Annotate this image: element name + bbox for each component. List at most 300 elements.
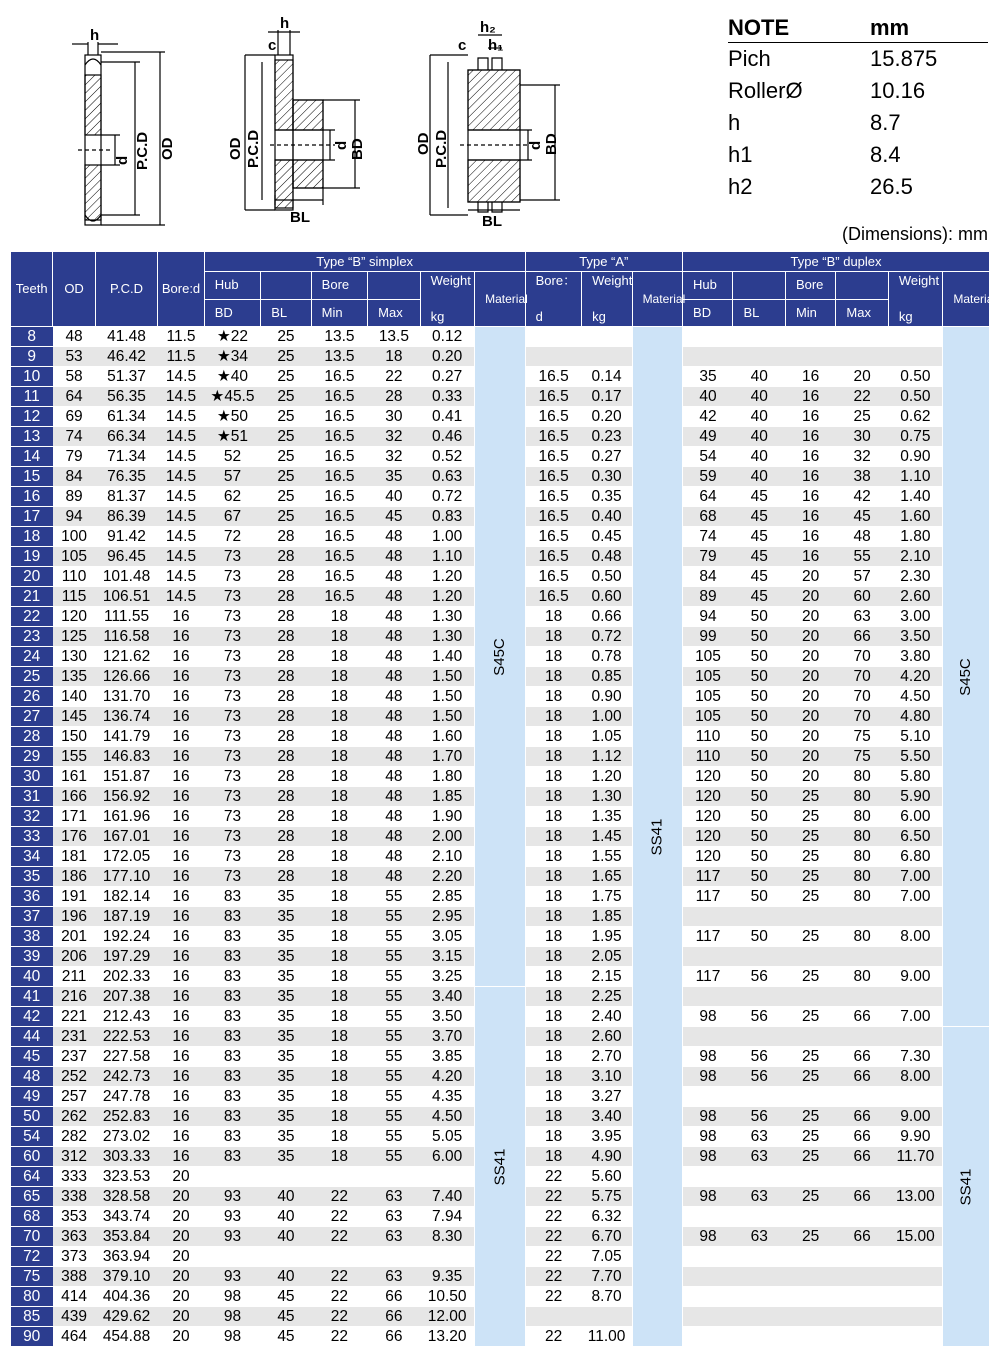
- table-cell: 28: [261, 687, 311, 707]
- table-cell: 73: [204, 627, 261, 647]
- table-cell: 16: [158, 667, 204, 687]
- table-cell: 0.66: [582, 607, 632, 627]
- table-cell: 20: [785, 587, 835, 607]
- table-cell: 373: [53, 1247, 95, 1267]
- table-cell: 0.35: [582, 487, 632, 507]
- table-cell: 73: [204, 727, 261, 747]
- table-cell: [785, 1247, 835, 1267]
- table-cell: 0.40: [582, 507, 632, 527]
- table-cell: 18: [525, 1127, 582, 1147]
- table-cell: [733, 1327, 785, 1347]
- table-cell: 83: [204, 987, 261, 1007]
- table-cell: 25: [785, 867, 835, 887]
- table-cell: 16.5: [311, 407, 368, 427]
- table-cell: 105: [53, 547, 95, 567]
- teeth-cell: 90: [11, 1327, 53, 1347]
- table-cell: 80: [836, 807, 888, 827]
- table-cell: 196: [53, 907, 95, 927]
- teeth-cell: 44: [11, 1027, 53, 1047]
- table-cell: [683, 1307, 733, 1327]
- table-cell: 76.35: [95, 467, 158, 487]
- table-cell: [683, 1087, 733, 1107]
- table-cell: 1.75: [582, 887, 632, 907]
- table-cell: 25: [261, 407, 311, 427]
- table-cell: 14.5: [158, 467, 204, 487]
- table-cell: 14.5: [158, 367, 204, 387]
- table-cell: 98: [683, 1147, 733, 1167]
- table-cell: 55: [368, 1047, 420, 1067]
- table-cell: 66: [836, 1107, 888, 1127]
- table-cell: 303.33: [95, 1147, 158, 1167]
- teeth-cell: 32: [11, 807, 53, 827]
- teeth-cell: 9: [11, 347, 53, 367]
- teeth-cell: 8: [11, 327, 53, 347]
- label-c: c: [268, 37, 277, 54]
- material-type-a: SS41: [632, 327, 682, 1347]
- table-cell: 56: [733, 1107, 785, 1127]
- table-cell: 55: [368, 1027, 420, 1047]
- table-cell: [888, 987, 942, 1007]
- table-cell: 45: [368, 507, 420, 527]
- table-cell: 63: [733, 1187, 785, 1207]
- table-cell: 20: [785, 667, 835, 687]
- table-cell: 1.85: [582, 907, 632, 927]
- table-cell: 2.30: [888, 567, 942, 587]
- table-cell: 22: [525, 1287, 582, 1307]
- table-cell: 73: [204, 867, 261, 887]
- table-cell: 120: [683, 807, 733, 827]
- teeth-cell: 16: [11, 487, 53, 507]
- table-cell: 20: [785, 567, 835, 587]
- table-cell: 73: [204, 607, 261, 627]
- teeth-cell: 22: [11, 607, 53, 627]
- table-cell: 231: [53, 1027, 95, 1047]
- header-weight-duplex: Weight kg: [888, 272, 942, 327]
- table-cell: [733, 1287, 785, 1307]
- label-h-2: h: [280, 15, 290, 32]
- table-cell: 22: [311, 1267, 368, 1287]
- table-cell: 181: [53, 847, 95, 867]
- teeth-cell: 31: [11, 787, 53, 807]
- table-cell: 3.15: [420, 947, 474, 967]
- table-cell: 7.70: [582, 1267, 632, 1287]
- table-cell: 55: [368, 907, 420, 927]
- table-cell: 11.70: [888, 1147, 942, 1167]
- table-cell: 16.5: [311, 447, 368, 467]
- table-cell: [733, 347, 785, 367]
- table-cell: 3.25: [420, 967, 474, 987]
- table-cell: 30: [368, 407, 420, 427]
- table-cell: 20: [785, 687, 835, 707]
- header-type-b-duplex: Type “B” duplex: [683, 252, 990, 272]
- table-cell: 16: [158, 707, 204, 727]
- table-cell: 35: [683, 367, 733, 387]
- table-cell: 40: [733, 367, 785, 387]
- table-cell: 247.78: [95, 1087, 158, 1107]
- table-cell: 16: [158, 1067, 204, 1087]
- table-cell: 3.40: [582, 1107, 632, 1127]
- table-cell: 0.78: [582, 647, 632, 667]
- table-cell: 35: [261, 1007, 311, 1027]
- table-cell: 1.50: [420, 667, 474, 687]
- table-cell: [683, 1207, 733, 1227]
- table-cell: 64: [53, 387, 95, 407]
- table-cell: 333: [53, 1167, 95, 1187]
- table-cell: 20: [785, 647, 835, 667]
- table-cell: 22: [311, 1327, 368, 1347]
- sprocket-spec-table: [10, 251, 997, 1347]
- table-cell: 79: [683, 547, 733, 567]
- table-cell: 6.80: [888, 847, 942, 867]
- table-cell: 83: [204, 907, 261, 927]
- table-cell: 18: [311, 667, 368, 687]
- table-cell: 16.5: [525, 527, 582, 547]
- label-d-2: d: [333, 140, 350, 150]
- table-cell: 61.34: [95, 407, 158, 427]
- table-cell: 126.66: [95, 667, 158, 687]
- header-material-a: Material: [632, 272, 682, 327]
- table-cell: 22: [525, 1327, 582, 1347]
- teeth-cell: 20: [11, 567, 53, 587]
- table-cell: 1.05: [582, 727, 632, 747]
- table-cell: 338: [53, 1187, 95, 1207]
- table-cell: 5.60: [582, 1167, 632, 1187]
- table-cell: 25: [785, 887, 835, 907]
- table-cell: 66.34: [95, 427, 158, 447]
- table-cell: 18: [311, 887, 368, 907]
- table-cell: 5.90: [888, 787, 942, 807]
- table-cell: [525, 347, 582, 367]
- label-d-3: d: [527, 140, 544, 150]
- table-cell: 70: [836, 687, 888, 707]
- table-cell: 66: [836, 1067, 888, 1087]
- table-cell: 429.62: [95, 1307, 158, 1327]
- table-cell: 69: [53, 407, 95, 427]
- table-cell: 3.05: [420, 927, 474, 947]
- table-cell: 50: [733, 747, 785, 767]
- table-cell: 91.42: [95, 527, 158, 547]
- table-cell: [733, 1307, 785, 1327]
- table-cell: 70: [836, 707, 888, 727]
- teeth-cell: 75: [11, 1267, 53, 1287]
- table-cell: 94: [683, 607, 733, 627]
- table-cell: 48: [368, 627, 420, 647]
- table-cell: 48: [368, 847, 420, 867]
- teeth-cell: 24: [11, 647, 53, 667]
- table-cell: 4.90: [582, 1147, 632, 1167]
- table-cell: 16.5: [525, 567, 582, 587]
- table-cell: 161.96: [95, 807, 158, 827]
- table-cell: 177.10: [95, 867, 158, 887]
- table-cell: 0.27: [420, 367, 474, 387]
- table-cell: 25: [785, 1227, 835, 1247]
- table-cell: [683, 1327, 733, 1347]
- table-cell: 49: [683, 427, 733, 447]
- table-cell: 18: [525, 747, 582, 767]
- table-cell: 14.5: [158, 427, 204, 447]
- table-cell: 0.33: [420, 387, 474, 407]
- table-cell: [785, 1167, 835, 1187]
- table-cell: 206: [53, 947, 95, 967]
- table-cell: 2.85: [420, 887, 474, 907]
- table-cell: 18: [525, 687, 582, 707]
- table-cell: 0.30: [582, 467, 632, 487]
- table-cell: 2.60: [582, 1027, 632, 1047]
- header-weight-a: Weight kg: [582, 272, 632, 327]
- table-cell: 2.00: [420, 827, 474, 847]
- table-cell: 25: [785, 787, 835, 807]
- table-cell: 25: [261, 347, 311, 367]
- table-cell: 1.80: [888, 527, 942, 547]
- teeth-cell: 10: [11, 367, 53, 387]
- table-cell: 18: [311, 827, 368, 847]
- table-cell: [204, 1247, 261, 1267]
- table-cell: 18: [311, 707, 368, 727]
- table-cell: 25: [261, 507, 311, 527]
- table-cell: 66: [836, 1047, 888, 1067]
- table-cell: [836, 1267, 888, 1287]
- table-cell: 150: [53, 727, 95, 747]
- table-cell: 22: [311, 1287, 368, 1307]
- label-od-2: OD: [227, 137, 244, 160]
- table-cell: 45: [261, 1327, 311, 1347]
- note-row: [728, 43, 988, 75]
- table-cell: 28: [368, 387, 420, 407]
- material-b-simplex-lower: SS41: [475, 987, 525, 1347]
- table-cell: 18: [311, 1027, 368, 1047]
- header-od: OD: [53, 252, 95, 327]
- table-cell: 50: [733, 707, 785, 727]
- table-cell: 2.20: [420, 867, 474, 887]
- table-cell: 18: [311, 627, 368, 647]
- table-cell: 0.46: [420, 427, 474, 447]
- note-value: 8.4: [870, 142, 901, 167]
- table-cell: 35: [261, 887, 311, 907]
- table-cell: 16.5: [525, 547, 582, 567]
- table-cell: 48: [368, 867, 420, 887]
- table-cell: 5.05: [420, 1127, 474, 1147]
- table-cell: 16.5: [525, 507, 582, 527]
- table-cell: 1.20: [420, 567, 474, 587]
- table-cell: 18: [311, 1147, 368, 1167]
- header-hub-duplex: Hub: [683, 272, 733, 300]
- table-cell: 20: [158, 1167, 204, 1187]
- table-cell: 40: [368, 487, 420, 507]
- table-cell: 8.30: [420, 1227, 474, 1247]
- table-cell: 18: [311, 867, 368, 887]
- table-cell: [836, 347, 888, 367]
- table-cell: [888, 1267, 942, 1287]
- table-cell: 145: [53, 707, 95, 727]
- table-cell: 8.00: [888, 1067, 942, 1087]
- table-cell: [785, 1027, 835, 1047]
- teeth-cell: 60: [11, 1147, 53, 1167]
- table-cell: 98: [683, 1067, 733, 1087]
- table-cell: 83: [204, 927, 261, 947]
- table-cell: 4.20: [420, 1067, 474, 1087]
- table-cell: 50: [733, 767, 785, 787]
- note-value: 26.5: [870, 174, 913, 199]
- table-cell: 18: [311, 947, 368, 967]
- table-cell: 1.60: [420, 727, 474, 747]
- table-cell: 42: [683, 407, 733, 427]
- table-cell: 80: [836, 827, 888, 847]
- table-cell: 110: [53, 567, 95, 587]
- table-cell: 40: [733, 447, 785, 467]
- table-cell: 282: [53, 1127, 95, 1147]
- header-bd-duplex: BD: [683, 299, 733, 327]
- table-cell: 18: [525, 1107, 582, 1127]
- table-cell: [785, 347, 835, 367]
- table-cell: 0.23: [582, 427, 632, 447]
- teeth-cell: 27: [11, 707, 53, 727]
- table-cell: 11.00: [582, 1327, 632, 1347]
- table-cell: 16: [158, 907, 204, 927]
- table-cell: 48: [368, 707, 420, 727]
- table-cell: 66: [368, 1287, 420, 1307]
- table-cell: [785, 947, 835, 967]
- table-cell: 98: [204, 1307, 261, 1327]
- table-cell: [420, 1247, 474, 1267]
- teeth-cell: 35: [11, 867, 53, 887]
- table-cell: 83: [204, 947, 261, 967]
- table-cell: 35: [261, 1127, 311, 1147]
- table-cell: 16: [158, 1027, 204, 1047]
- teeth-cell: 26: [11, 687, 53, 707]
- table-cell: 18: [368, 347, 420, 367]
- table-cell: 242.73: [95, 1067, 158, 1087]
- table-cell: 135: [53, 667, 95, 687]
- table-cell: 2.10: [888, 547, 942, 567]
- table-cell: 68: [683, 507, 733, 527]
- table-cell: 140: [53, 687, 95, 707]
- table-cell: 28: [261, 827, 311, 847]
- table-cell: [888, 907, 942, 927]
- table-cell: 192.24: [95, 927, 158, 947]
- table-cell: 0.62: [888, 407, 942, 427]
- table-cell: 55: [368, 947, 420, 967]
- table-cell: ★34: [204, 347, 261, 367]
- table-cell: [836, 1087, 888, 1107]
- note-value: 10.16: [870, 78, 926, 103]
- table-cell: 22: [525, 1167, 582, 1187]
- teeth-cell: 40: [11, 967, 53, 987]
- table-cell: 35: [261, 1147, 311, 1167]
- table-cell: 4.35: [420, 1087, 474, 1107]
- table-cell: 28: [261, 627, 311, 647]
- table-cell: 22: [525, 1227, 582, 1247]
- table-cell: 18: [525, 867, 582, 887]
- table-cell: 83: [204, 1127, 261, 1147]
- table-cell: 16: [158, 867, 204, 887]
- table-cell: 50: [733, 887, 785, 907]
- table-cell: 63: [733, 1227, 785, 1247]
- table-cell: 328.58: [95, 1187, 158, 1207]
- table-cell: 166: [53, 787, 95, 807]
- table-cell: 25: [261, 467, 311, 487]
- table-cell: 3.50: [420, 1007, 474, 1027]
- table-cell: 25: [261, 427, 311, 447]
- table-cell: 20: [785, 727, 835, 747]
- table-cell: 28: [261, 547, 311, 567]
- table-cell: 48: [368, 827, 420, 847]
- table-cell: 56: [733, 1007, 785, 1027]
- table-cell: [836, 327, 888, 347]
- header-bl-duplex: BL: [733, 299, 785, 327]
- table-cell: 0.12: [420, 327, 474, 347]
- teeth-cell: 42: [11, 1007, 53, 1027]
- table-cell: 18: [311, 607, 368, 627]
- table-cell: 28: [261, 527, 311, 547]
- table-cell: 3.70: [420, 1027, 474, 1047]
- teeth-cell: 36: [11, 887, 53, 907]
- table-cell: 176: [53, 827, 95, 847]
- header-material: Material: [475, 272, 525, 327]
- table-cell: 4.50: [420, 1107, 474, 1127]
- header-bore-d: Bore:d: [158, 252, 204, 327]
- table-cell: 50: [733, 667, 785, 687]
- table-cell: 83: [204, 967, 261, 987]
- table-cell: 5.80: [888, 767, 942, 787]
- table-cell: 105: [683, 647, 733, 667]
- table-cell: 22: [311, 1227, 368, 1247]
- teeth-cell: 11: [11, 387, 53, 407]
- table-cell: 2.25: [582, 987, 632, 1007]
- table-cell: 18: [525, 787, 582, 807]
- table-cell: 18: [525, 707, 582, 727]
- table-cell: [683, 1287, 733, 1307]
- table-cell: 32: [368, 447, 420, 467]
- table-cell: 11.5: [158, 347, 204, 367]
- table-cell: 3.95: [582, 1127, 632, 1147]
- table-cell: 7.00: [888, 887, 942, 907]
- material-duplex-upper: S45C: [943, 327, 990, 1027]
- table-cell: 237: [53, 1047, 95, 1067]
- table-cell: 45: [733, 547, 785, 567]
- table-cell: [582, 1307, 632, 1327]
- table-cell: 16: [158, 627, 204, 647]
- table-cell: 18: [311, 687, 368, 707]
- table-cell: 14.5: [158, 407, 204, 427]
- table-cell: 18: [525, 887, 582, 907]
- table-cell: 14.5: [158, 547, 204, 567]
- table-cell: 1.50: [420, 707, 474, 727]
- table-cell: [261, 1167, 311, 1187]
- teeth-cell: 30: [11, 767, 53, 787]
- table-cell: 353.84: [95, 1227, 158, 1247]
- teeth-cell: 45: [11, 1047, 53, 1067]
- table-cell: 18: [525, 967, 582, 987]
- table-cell: 4.20: [888, 667, 942, 687]
- table-cell: 0.90: [582, 687, 632, 707]
- table-cell: 2.70: [582, 1047, 632, 1067]
- table-cell: 6.00: [420, 1147, 474, 1167]
- table-cell: 73: [204, 547, 261, 567]
- table-cell: 439: [53, 1307, 95, 1327]
- table-cell: 28: [261, 607, 311, 627]
- plate-sprocket-diagram: [72, 42, 165, 225]
- table-cell: 22: [525, 1187, 582, 1207]
- table-cell: [785, 1307, 835, 1327]
- table-cell: 105: [683, 667, 733, 687]
- table-cell: 93: [204, 1207, 261, 1227]
- table-cell: 18: [525, 847, 582, 867]
- table-cell: 6.50: [888, 827, 942, 847]
- table-cell: 48: [368, 587, 420, 607]
- table-cell: 59: [683, 467, 733, 487]
- table-body: [11, 327, 990, 1347]
- table-cell: [683, 1027, 733, 1047]
